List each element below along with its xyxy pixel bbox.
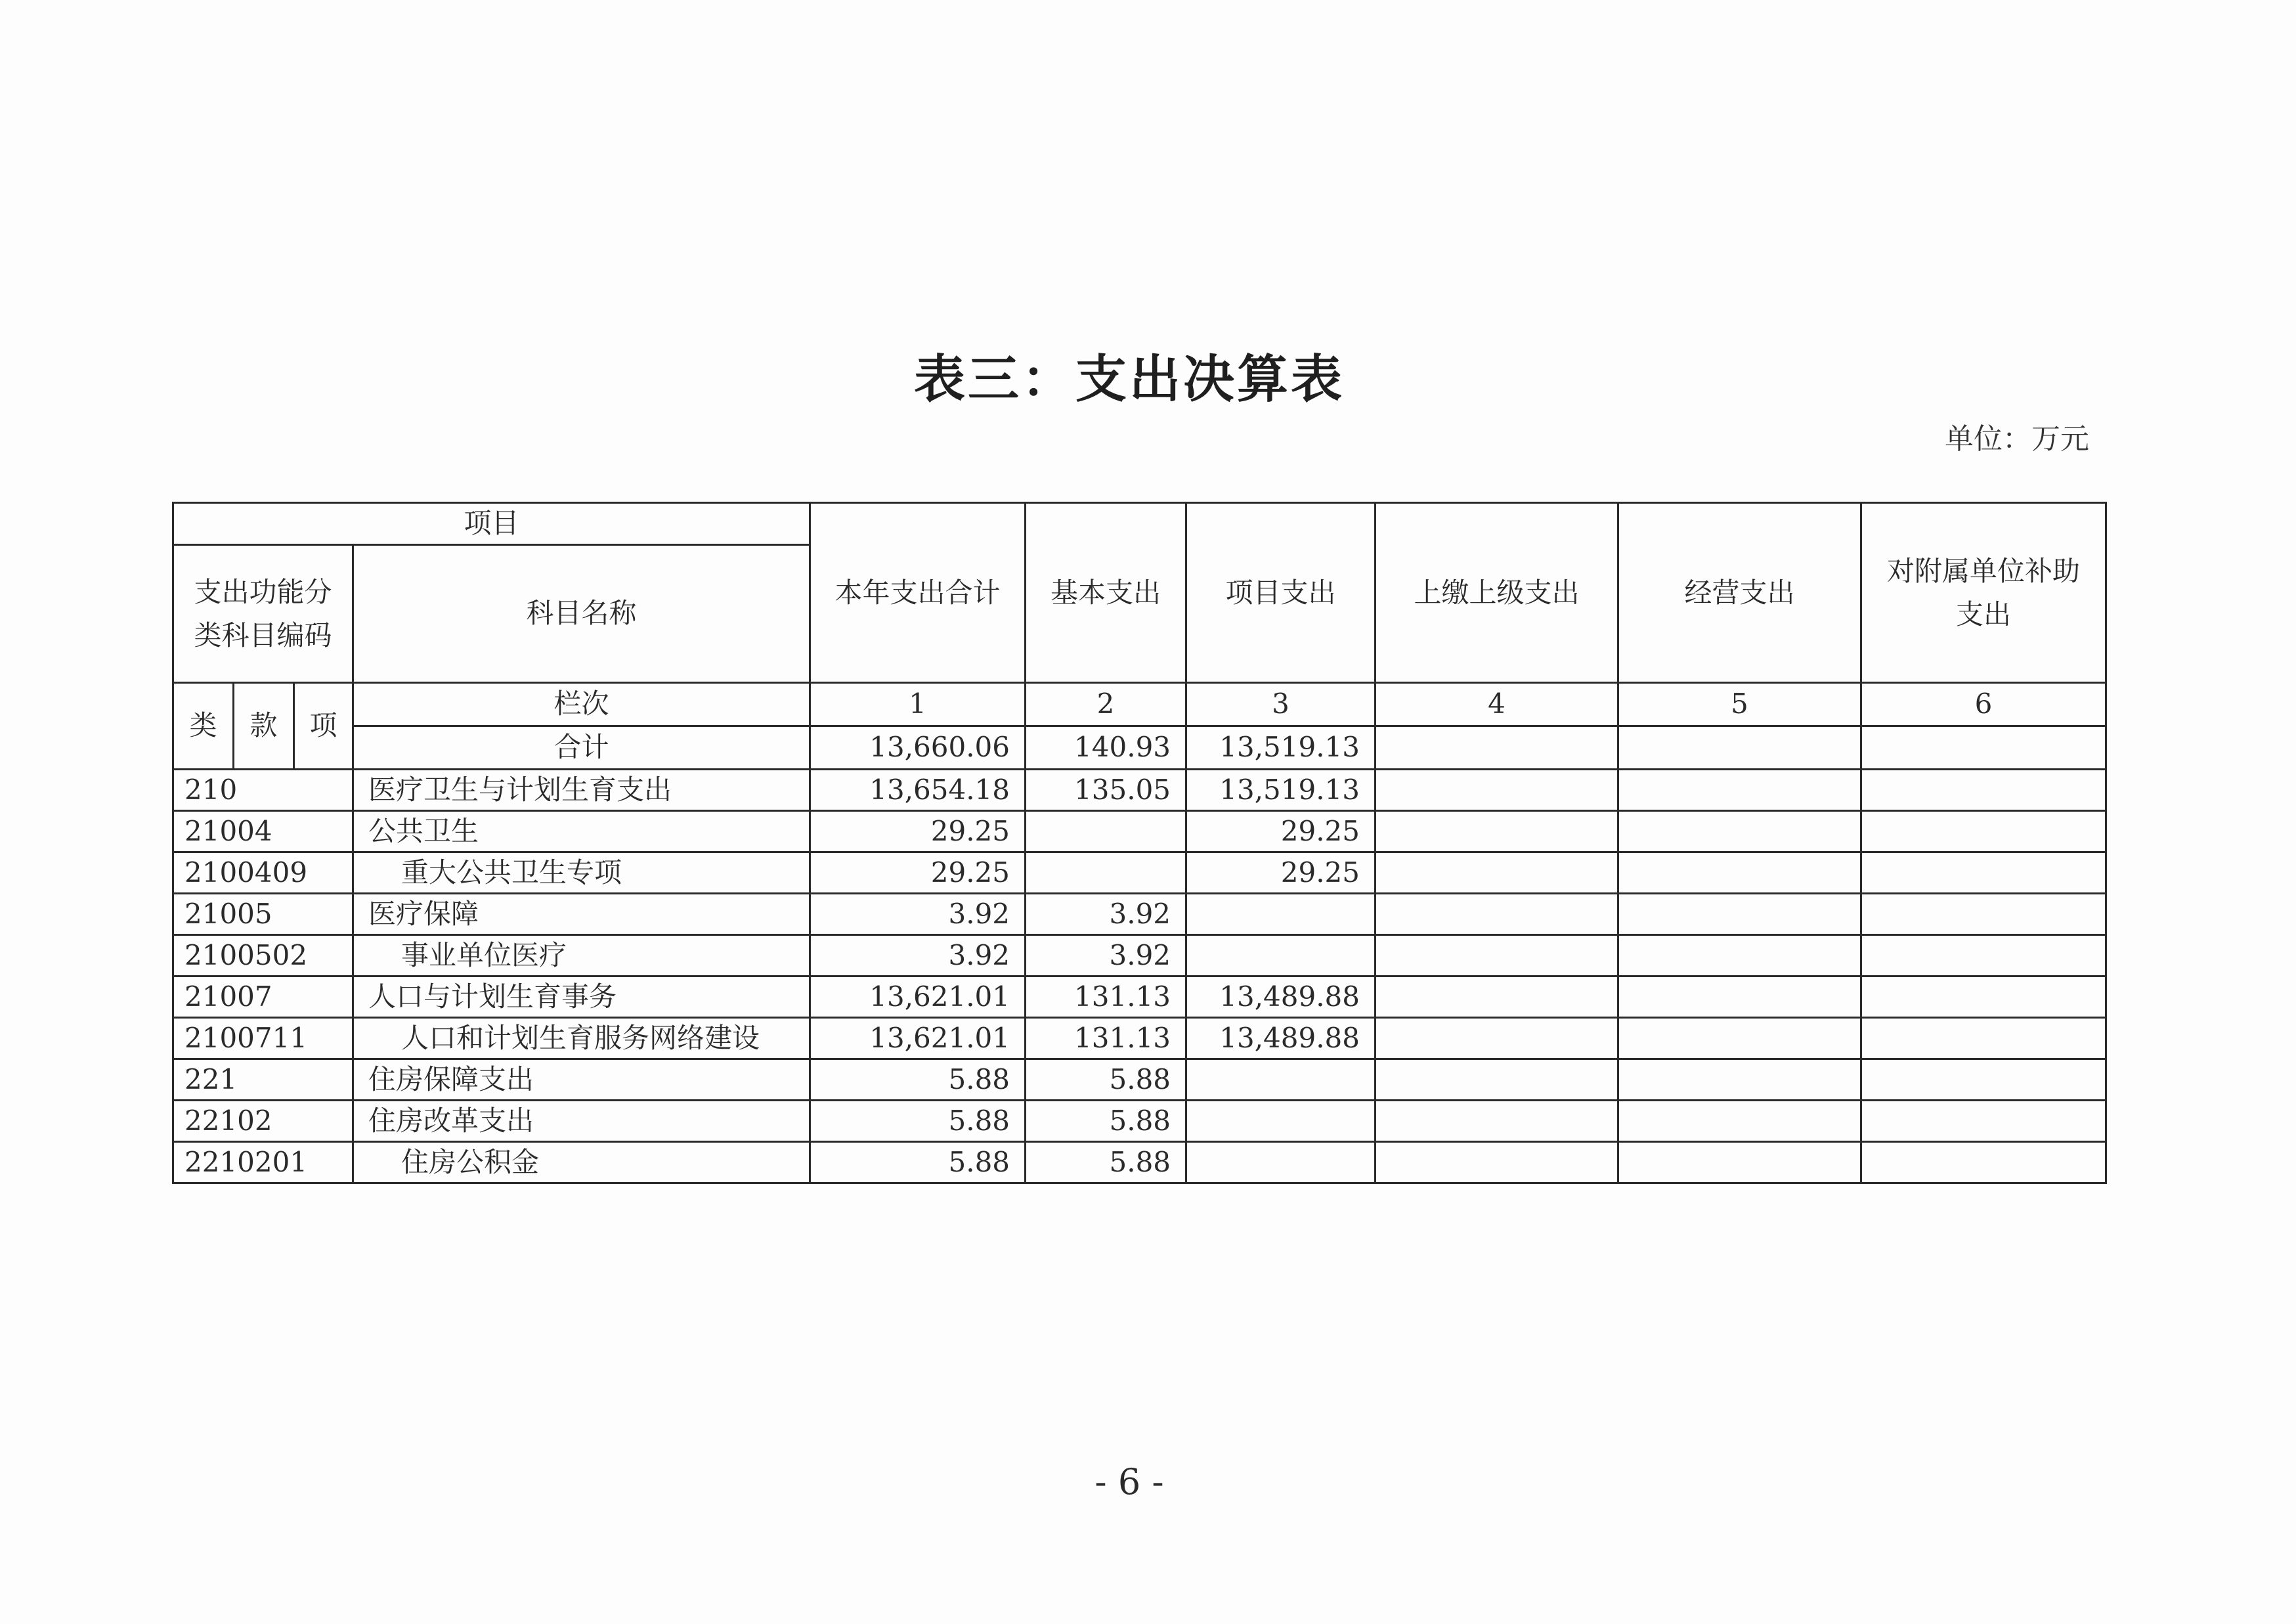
table-body [173, 770, 2106, 1183]
row-value: 13,489.88 [1186, 1018, 1375, 1059]
table-row [173, 894, 2106, 935]
row-name: 医疗保障 [353, 894, 810, 935]
row-value [1618, 811, 1861, 852]
row-value [1375, 1018, 1618, 1059]
row-name: 住房改革支出 [353, 1101, 810, 1142]
col-number: 6 [1861, 683, 2106, 726]
col-number: 4 [1375, 683, 1618, 726]
row-value [1375, 770, 1618, 811]
row-name: 人口与计划生育事务 [353, 977, 810, 1018]
row-value [1861, 1101, 2106, 1142]
row-value [1618, 1059, 1861, 1101]
row-value: 5.88 [1026, 1059, 1186, 1101]
row-code: 22102 [173, 1101, 353, 1142]
total-label: 合计 [353, 726, 810, 770]
total-cell [1861, 726, 2106, 770]
col-number: 2 [1026, 683, 1186, 726]
row-value [1861, 852, 2106, 894]
row-value [1375, 852, 1618, 894]
row-value: 13,621.01 [810, 1018, 1026, 1059]
row-value [1618, 1142, 1861, 1183]
row-value [1186, 1101, 1375, 1142]
table-row [173, 811, 2106, 852]
row-name: 公共卫生 [353, 811, 810, 852]
row-value [1375, 935, 1618, 977]
row-name: 住房公积金 [353, 1142, 810, 1183]
row-value [1861, 770, 2106, 811]
row-code: 221 [173, 1059, 353, 1101]
header-name-col: 科目名称 [353, 545, 810, 683]
row-value: 5.88 [1026, 1101, 1186, 1142]
header-lanci: 栏次 [353, 683, 810, 726]
row-code: 21007 [173, 977, 353, 1018]
row-code: 2210201 [173, 1142, 353, 1183]
header-code-group: 支出功能分类科目编码 [173, 545, 353, 683]
row-value: 29.25 [810, 811, 1026, 852]
col-number: 1 [810, 683, 1026, 726]
unit-label: 单位：万元 [1945, 422, 2089, 456]
row-value [1861, 811, 2106, 852]
table-row [173, 1142, 2106, 1183]
row-value [1026, 811, 1186, 852]
row-value [1186, 894, 1375, 935]
table-row [173, 770, 2106, 811]
row-name: 住房保障支出 [353, 1059, 810, 1101]
row-value: 29.25 [1186, 811, 1375, 852]
row-value [1375, 811, 1618, 852]
row-code: 21005 [173, 894, 353, 935]
col-number: 3 [1186, 683, 1375, 726]
row-value: 5.88 [810, 1059, 1026, 1101]
table-row [173, 977, 2106, 1018]
row-value [1618, 894, 1861, 935]
row-code: 2100409 [173, 852, 353, 894]
row-value [1026, 852, 1186, 894]
row-value: 131.13 [1026, 1018, 1186, 1059]
row-value [1618, 977, 1861, 1018]
row-value: 13,489.88 [1186, 977, 1375, 1018]
row-value [1618, 1101, 1861, 1142]
total-cell: 13,519.13 [1186, 726, 1375, 770]
col-number: 5 [1618, 683, 1861, 726]
table-row [173, 1101, 2106, 1142]
header-col-6: 对附属单位补助支出 [1861, 503, 2106, 683]
row-value [1861, 1018, 2106, 1059]
header-col-5: 经营支出 [1618, 503, 1861, 683]
header-lei: 类 [173, 683, 234, 770]
row-value: 13,621.01 [810, 977, 1026, 1018]
page-title: 表三：支出决算表 [913, 350, 1345, 409]
row-name: 人口和计划生育服务网络建设 [353, 1018, 810, 1059]
table-row [173, 935, 2106, 977]
table-row [173, 1059, 2106, 1101]
expenditure-table [172, 502, 2107, 1184]
row-value [1375, 1059, 1618, 1101]
row-value [1618, 1018, 1861, 1059]
row-code: 210 [173, 770, 353, 811]
header-col-4: 上缴上级支出 [1375, 503, 1618, 683]
header-xiang: 项 [294, 683, 353, 770]
total-cell: 13,660.06 [810, 726, 1026, 770]
total-cell [1375, 726, 1618, 770]
header-col-3: 项目支出 [1186, 503, 1375, 683]
row-value [1618, 935, 1861, 977]
row-value [1186, 1059, 1375, 1101]
row-value: 131.13 [1026, 977, 1186, 1018]
row-value: 5.88 [1026, 1142, 1186, 1183]
row-value: 3.92 [810, 935, 1026, 977]
row-value [1375, 1142, 1618, 1183]
header-kuan: 款 [234, 683, 294, 770]
row-value [1861, 894, 2106, 935]
row-value: 5.88 [810, 1142, 1026, 1183]
row-value [1618, 852, 1861, 894]
row-value: 3.92 [1026, 935, 1186, 977]
row-value: 29.25 [1186, 852, 1375, 894]
row-code: 2100711 [173, 1018, 353, 1059]
row-value: 3.92 [1026, 894, 1186, 935]
table-row [173, 852, 2106, 894]
header-project: 项目 [173, 503, 810, 545]
row-value: 13,519.13 [1186, 770, 1375, 811]
total-cell [1618, 726, 1861, 770]
row-value [1186, 1142, 1375, 1183]
table-row [173, 1018, 2106, 1059]
row-value [1375, 894, 1618, 935]
row-name: 重大公共卫生专项 [353, 852, 810, 894]
row-value [1861, 1142, 2106, 1183]
row-value [1375, 977, 1618, 1018]
row-value: 3.92 [810, 894, 1026, 935]
row-code: 2100502 [173, 935, 353, 977]
row-value [1861, 1059, 2106, 1101]
row-name: 事业单位医疗 [353, 935, 810, 977]
row-value: 13,654.18 [810, 770, 1026, 811]
row-value [1861, 977, 2106, 1018]
row-name: 医疗卫生与计划生育支出 [353, 770, 810, 811]
row-value: 5.88 [810, 1101, 1026, 1142]
header-col-1: 本年支出合计 [810, 503, 1026, 683]
row-value [1375, 1101, 1618, 1142]
row-value [1861, 935, 2106, 977]
header-col-2: 基本支出 [1026, 503, 1186, 683]
row-value: 29.25 [810, 852, 1026, 894]
row-value [1186, 935, 1375, 977]
total-cell: 140.93 [1026, 726, 1186, 770]
row-code: 21004 [173, 811, 353, 852]
page-number: - 6 - [1094, 1461, 1164, 1503]
row-value [1618, 770, 1861, 811]
row-value: 135.05 [1026, 770, 1186, 811]
